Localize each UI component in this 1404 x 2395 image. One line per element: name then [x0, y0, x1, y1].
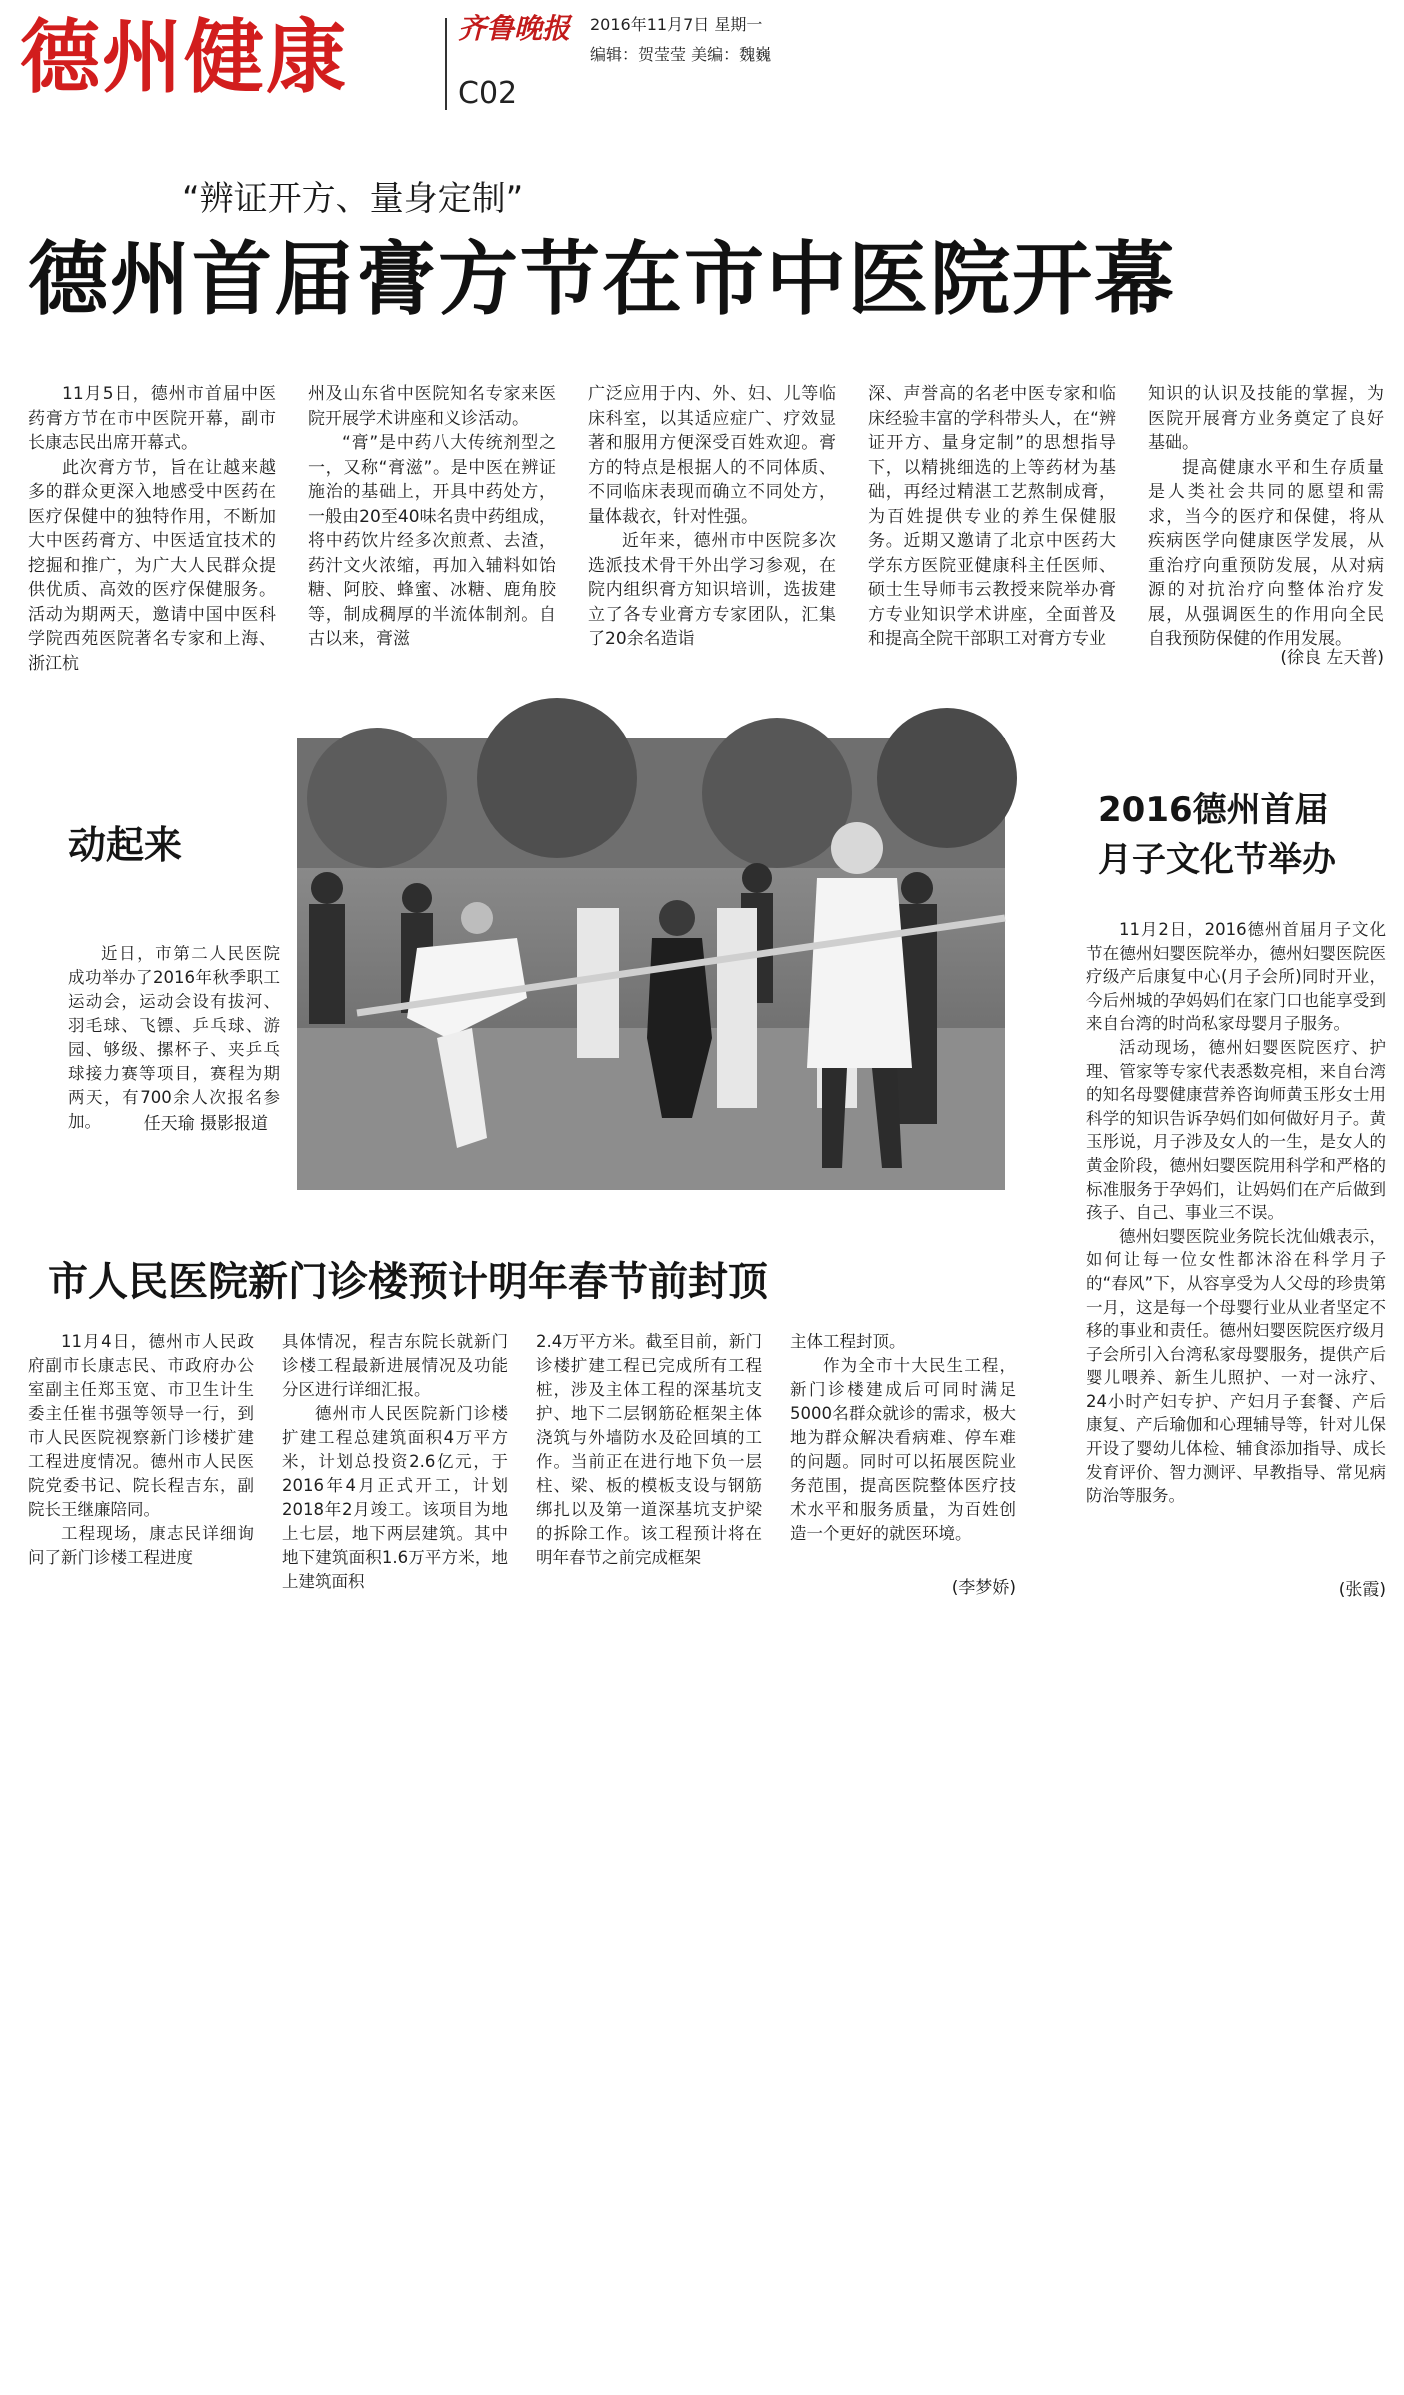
paragraph: 工程现场，康志民详细询问了新门诊楼工程进度 — [28, 1524, 254, 1567]
tug-of-war-photo — [297, 738, 1005, 1190]
paragraph: 具体情况，程吉东院长就新门诊楼工程最新进展情况及功能分区进行详细汇报。 — [282, 1332, 508, 1399]
lead-column-1 — [28, 382, 276, 672]
paragraph: 深、声誉高的名老中医专家和临床经验丰富的学科带头人，在“辨证开方、量身定制”的思想指导下，以精挑细选的上等药材为基础，再经过精湛工艺熬制成膏，为百姓提供专业的养生保健服务。近期又邀请了北京中医药大学东方医院亚健康科主任医师、硕士生导师韦云教授来院举办膏方专业知识学术讲座，全面普及和提高全院干部职工对膏方专业 — [868, 384, 1116, 649]
hospital-credit: (李梦娇) — [951, 1578, 1016, 1598]
masthead-divider — [445, 18, 447, 110]
paragraph: 11月4日，德州市人民政府副市长康志民、市政府办公室副主任郑玉宽、市卫生计生委主任崔书强等领导一行，到市人民医院视察新门诊楼扩建工程进度情况。德州市人民医院党委书记、院长程吉东，副院长王继廉陪同。 — [28, 1332, 254, 1519]
hospital-headline: 市人民医院新门诊楼预计明年春节前封顶 — [48, 1259, 768, 1305]
hospital-column-2 — [282, 1330, 508, 1600]
paragraph: 德州市人民医院新门诊楼扩建工程总建筑面积4万平方米，计划总投资2.6亿元，于2016年4月正式开工，计划2018年2月竣工。该项目为地上七层，地下两层建筑。其中地下建筑面积1.6万平方米，地上建筑面积 — [282, 1404, 508, 1591]
side-story-title-line1: 2016德州首届 — [1098, 790, 1329, 830]
side-story-credit: (张霞) — [1338, 1580, 1386, 1600]
paragraph: 11月2日，2016德州首届月子文化节在德州妇婴医院举办，德州妇婴医院医疗级产后康复中心(月子会所)同时开业，今后州城的孕妈妈们在家门口也能享受到来自台湾的时尚私家母婴月子服务。 — [1086, 920, 1386, 1034]
paragraph: “膏”是中药八大传统剂型之一，又称“膏滋”。是中医在辨证施治的基础上，开具中药处方，一般由20至40味名贵中药组成，将中药饮片经多次煎煮、去渣，药汁文火浓缩，再加入辅料如饴糖、阿胶、蜂蜜、冰糖、鹿角胶等，制成稠厚的半流体制剂。自古以来，膏滋 — [308, 433, 556, 649]
lead-column-2 — [308, 382, 556, 672]
paragraph: 活动现场，德州妇婴医院医疗、护理、管家等专家代表悉数亮相，来自台湾的知名母婴健康营养咨询师黄玉彤女士用科学的知识告诉孕妈们如何做好月子。黄玉彤说，月子涉及女人的一生，是女人的黄金阶段，德州妇婴医院用科学和严格的标准服务于孕妈们，让妈妈们在产后做到孩子、自己、事业三不误。 — [1086, 1037, 1386, 1223]
paragraph: 州及山东省中医院知名专家来医院开展学术讲座和义诊活动。 — [308, 384, 556, 429]
paragraph: 2.4万平方米。截至目前，新门诊楼扩建工程已完成所有工程桩，涉及主体工程的深基坑支护、地下二层钢筋砼框架主体浇筑与外墙防水及砼回填的工作。当前正在进行地下负一层柱、梁、板的模板支设与钢筋绑扎以及第一道深基坑支护梁的拆除工作。该工程预计将在明年春节之前完成框架 — [536, 1332, 762, 1567]
paragraph: 提高健康水平和生存质量是人类社会共同的愿望和需求，当今的医疗和保健，将从疾病医学向健康医学发展，从重治疗向重预防发展，从对病源的对抗治疗向整体治疗发展，从强调医生的作用向全民自我预防保健的作用发展。 — [1148, 457, 1384, 649]
masthead-title: 德州健康 — [20, 11, 348, 104]
photo-illustration — [297, 738, 1005, 1190]
lead-column-3 — [588, 382, 836, 672]
paragraph: 知识的认识及技能的掌握，为医院开展膏方业务奠定了良好基础。 — [1148, 384, 1384, 453]
paragraph: 近日，市第二人民医院成功举办了2016年秋季职工运动会，运动会设有拔河、羽毛球、飞镖、乒乓球、游园、够级、摞杯子、夹乒乓球接力赛等项目，赛程为期两天，有700余人次报名参加。 — [68, 944, 280, 1131]
lead-column-4 — [868, 382, 1116, 672]
paper-name: 齐鲁晚报 — [458, 12, 571, 45]
paragraph: 此次膏方节，旨在让越来越多的群众更深入地感受中医药在医疗保健中的独特作用，不断加大中医药膏方、中医适宜技术的挖掘和推广，为广大人民群众提供优质、高效的医疗保健服务。活动为期两天，邀请中国中医科学院西苑医院著名专家和上海、浙江杭 — [28, 457, 276, 674]
lead-headline: 德州首届膏方节在市中医院开幕 — [28, 233, 1176, 326]
paragraph: 德州妇婴医院业务院长沈仙娥表示，如何让每一位女性都沐浴在科学月子的“春风”下，从容享受为人父母的珍贵第一月，这是每一个母婴行业从业者坚定不移的事业和责任。德州妇婴医院医疗级月子会所引入台湾私家母婴服务，提供产后婴儿喂养、新生儿照护、一对一泳疗、24小时产妇专护、产妇月子套餐、产后康复、产后瑜伽和心理辅导等，针对儿保开设了婴幼儿体检、辅食添加指导、成长发育评价、智力测评、早教指导、常见病防治等服务。 — [1086, 1226, 1386, 1506]
page-code: C02 — [458, 76, 518, 111]
editor-credits: 编辑：贺莹莹 美编：魏巍 — [590, 45, 772, 64]
side-story-body — [1086, 918, 1386, 1598]
paragraph: 作为全市十大民生工程，新门诊楼建成后可同时满足5000名群众就诊的需求，极大地为群众解决看病难、停车难的问题。同时可以拓展医院业务范围，提高医院整体医疗技术水平和服务质量，为百姓创造一个更好的就医环境。 — [790, 1356, 1016, 1543]
paragraph: 11月5日，德州市首届中医药膏方节在市中医院开幕，副市长康志民出席开幕式。 — [28, 384, 276, 453]
date-weekday: 2016年11月7日 星期一 — [590, 15, 763, 34]
paragraph: 主体工程封顶。 — [790, 1332, 906, 1351]
paragraph: 广泛应用于内、外、妇、儿等临床科室，以其适应症广、疗效显著和服用方便深受百姓欢迎。膏方的特点是根据人的不同体质、不同临床表现而确立不同处方，量体裁衣，针对性强。 — [588, 384, 836, 527]
photo-credit: 任天瑜 摄影报道 — [143, 1114, 268, 1134]
photo-story-title: 动起来 — [68, 823, 183, 867]
hospital-column-3 — [536, 1330, 762, 1600]
lead-credit: (徐良 左天普) — [1280, 648, 1384, 668]
hospital-column-4 — [790, 1330, 1016, 1580]
lead-kicker: “辨证开方、量身定制” — [182, 179, 524, 219]
hospital-column-1 — [28, 1330, 254, 1600]
lead-column-5 — [1148, 382, 1384, 652]
side-story-title-line2: 月子文化节举办 — [1098, 840, 1336, 880]
paragraph: 近年来，德州市中医院多次选派技术骨干外出学习参观，在院内组织膏方知识培训，选拔建立了各专业膏方专家团队，汇集了20余名造诣 — [588, 531, 836, 649]
